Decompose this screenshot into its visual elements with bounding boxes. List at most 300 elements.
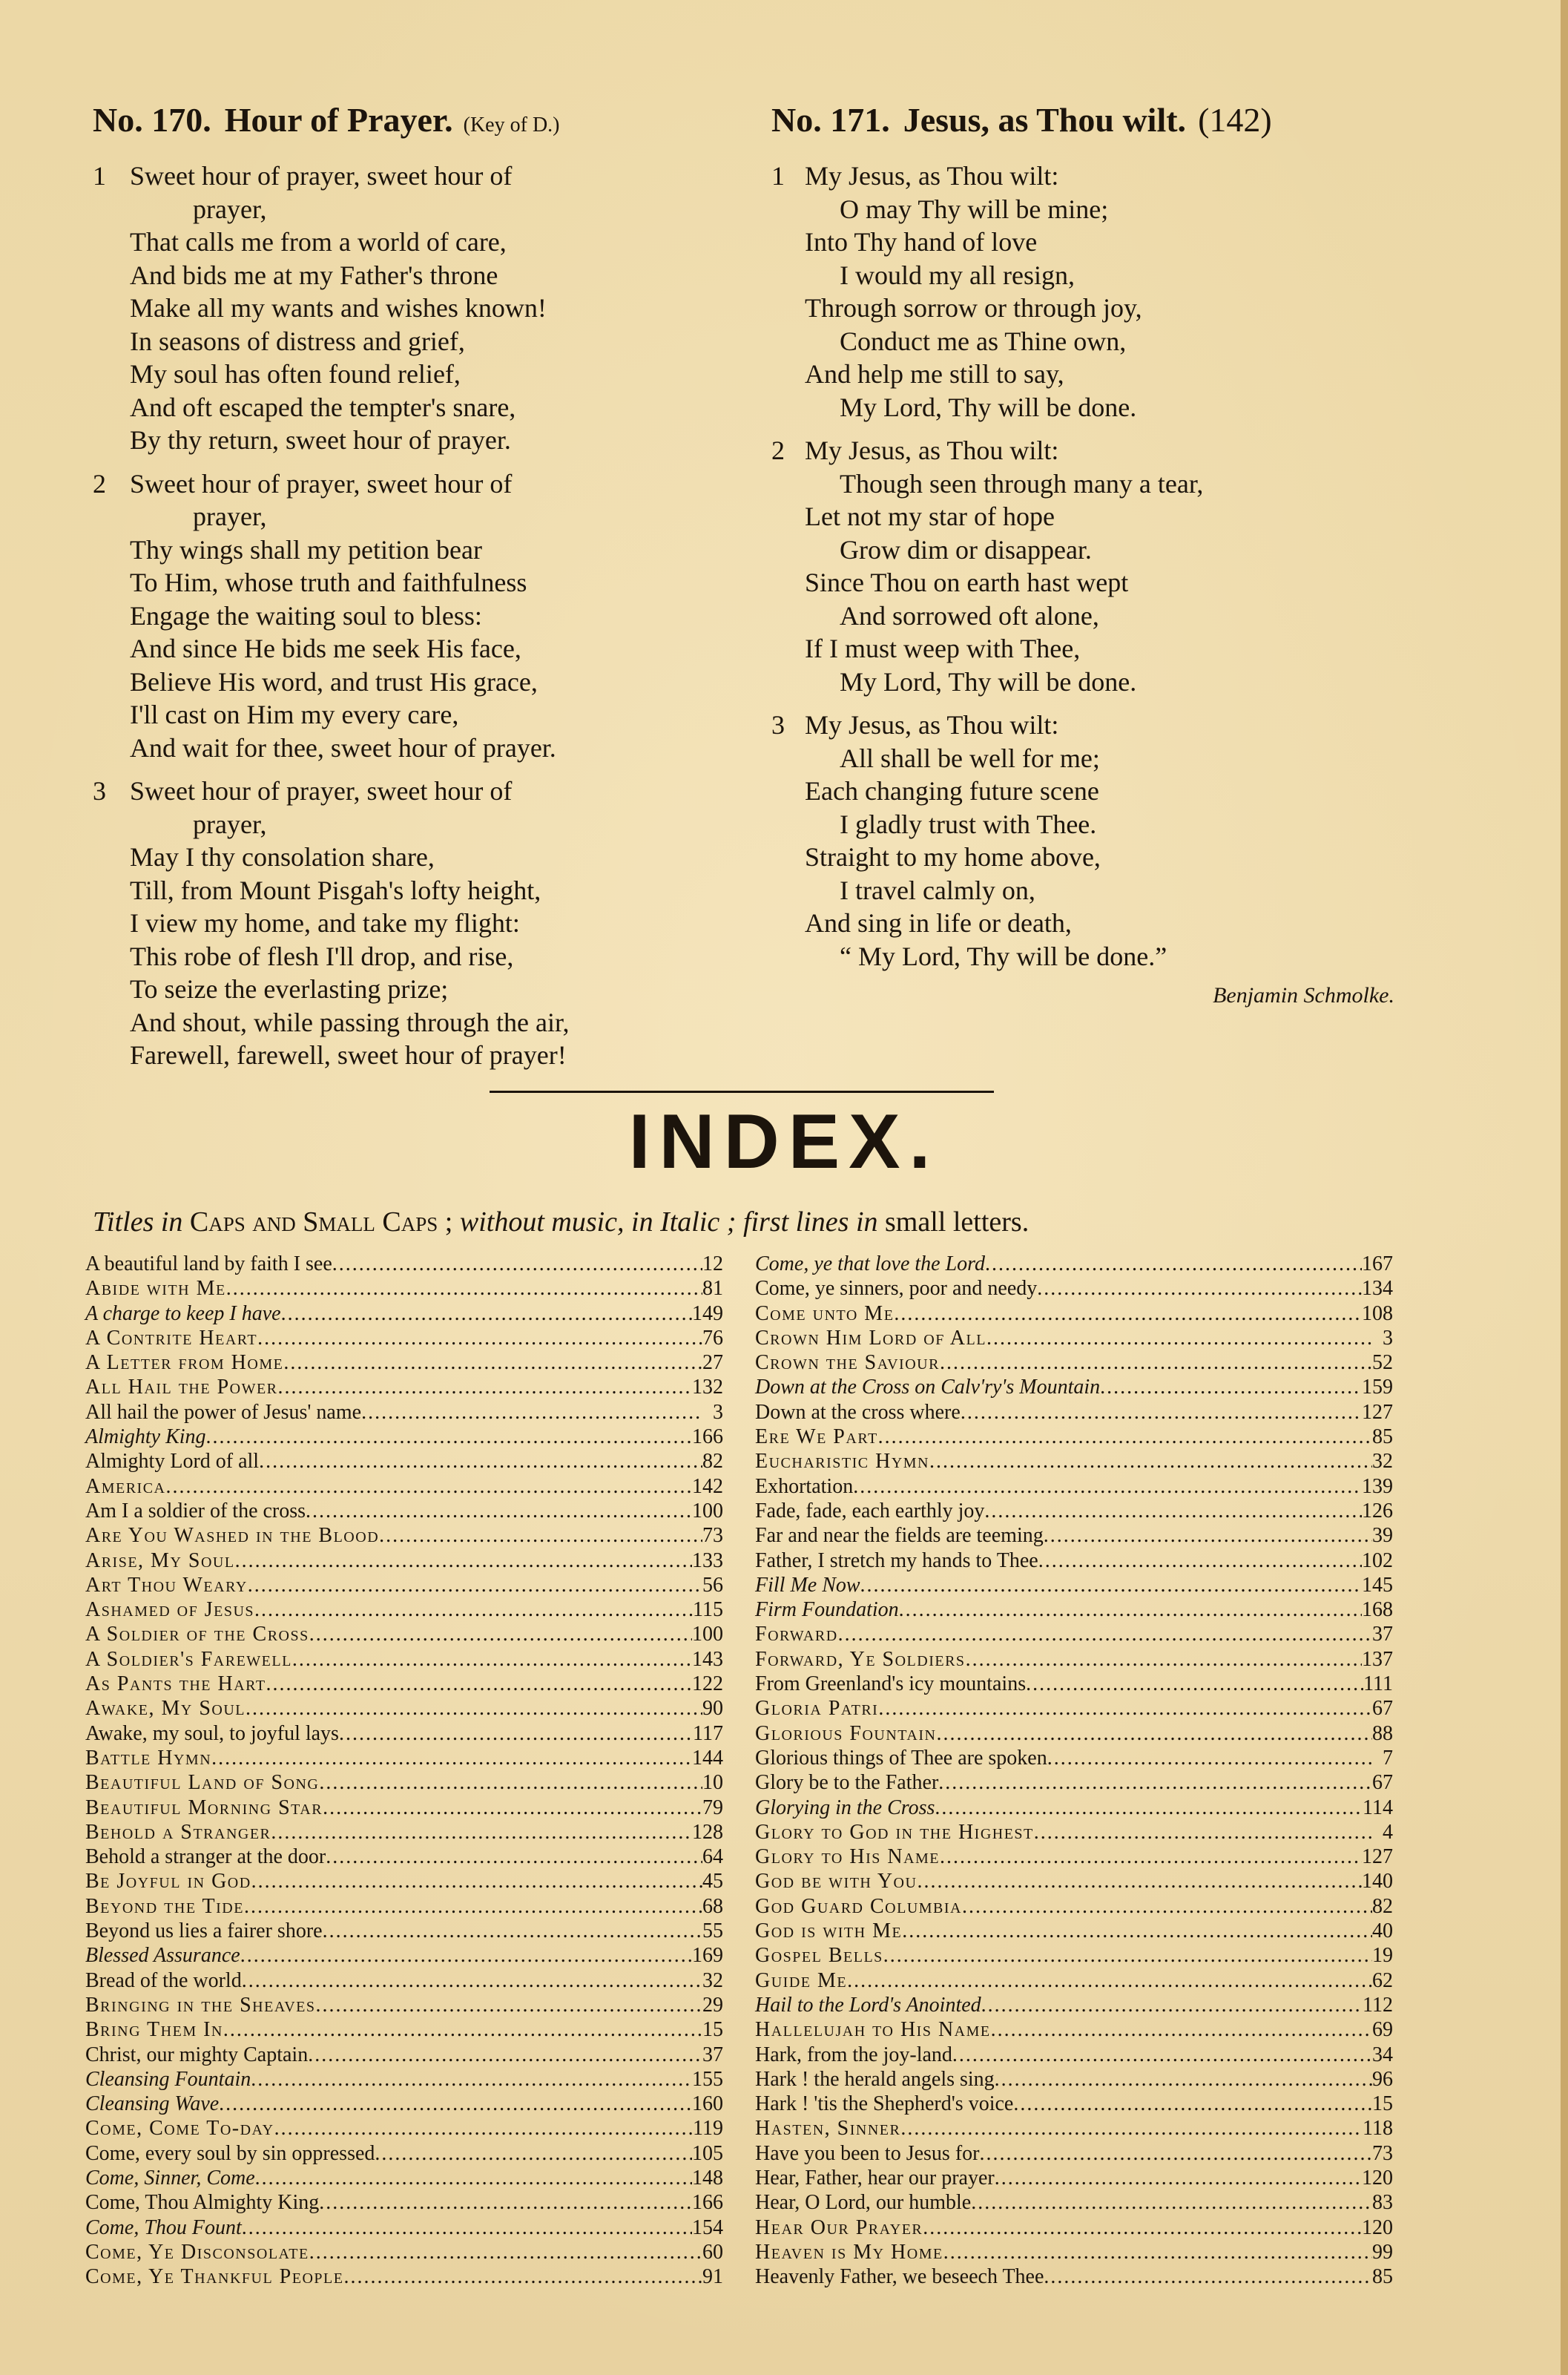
dot-leader bbox=[1037, 1276, 1362, 1301]
index-entry-title: Abide with Me bbox=[85, 1277, 226, 1301]
index-entry bbox=[755, 2240, 1393, 2264]
verse-number: 1 bbox=[93, 161, 106, 191]
index-entry-title: Forward bbox=[755, 1623, 838, 1646]
dot-leader bbox=[223, 2017, 702, 2042]
verse-text: I gladly trust with Thee. bbox=[840, 809, 1097, 839]
dot-leader bbox=[251, 2067, 692, 2092]
verse-text: And help me still to say, bbox=[805, 359, 1064, 389]
verse-line bbox=[771, 808, 1409, 841]
index-entry bbox=[85, 1499, 723, 1523]
verse-line bbox=[93, 874, 745, 907]
verse-text: Straight to my home above, bbox=[805, 842, 1101, 872]
index-entry-title: Far and near the fields are teeming bbox=[755, 1524, 1044, 1548]
verse-line bbox=[93, 907, 745, 940]
verse-text: My soul has often found relief, bbox=[130, 359, 461, 389]
verse-text: I view my home, and take my flight: bbox=[130, 908, 520, 938]
index-entry-page: 91 bbox=[702, 2265, 723, 2289]
verse-text: In seasons of distress and grief, bbox=[130, 326, 465, 356]
verse-line bbox=[93, 533, 745, 567]
index-entry-page: 126 bbox=[1362, 1499, 1393, 1522]
dot-leader bbox=[929, 1449, 1372, 1474]
verse-line bbox=[93, 775, 745, 808]
index-entry-page: 166 bbox=[692, 1425, 723, 1449]
dot-leader bbox=[860, 1573, 1362, 1597]
verse bbox=[771, 434, 1409, 698]
index-entry-title: Come, Come To-day bbox=[85, 2117, 274, 2141]
index-entry-page: 68 bbox=[702, 1894, 723, 1918]
legend-part: ; bbox=[444, 1206, 453, 1238]
index-entry-title: A beautiful land by faith I see bbox=[85, 1252, 332, 1275]
index-entry bbox=[85, 2240, 723, 2264]
index-entry-page: 15 bbox=[1372, 2092, 1393, 2116]
dot-leader bbox=[266, 1672, 692, 1696]
verse-text: By thy return, sweet hour of prayer. bbox=[130, 425, 511, 455]
index-entry-page: 114 bbox=[1363, 1796, 1393, 1819]
verse-text: And shout, while passing through the air, bbox=[130, 1007, 570, 1037]
dot-leader bbox=[306, 1499, 692, 1523]
dot-leader bbox=[244, 1894, 702, 1919]
index-entry-title: Gospel Bells bbox=[755, 1944, 883, 1968]
dot-leader bbox=[259, 1449, 702, 1474]
verse-text: “ My Lord, Thy will be done.” bbox=[840, 941, 1167, 971]
index-entry bbox=[755, 2215, 1393, 2240]
dot-leader bbox=[971, 2190, 1372, 2215]
index-entry bbox=[755, 1869, 1393, 1893]
verse-text: And oft escaped the tempter's snare, bbox=[130, 392, 516, 422]
index-entry-title: A charge to keep I have bbox=[85, 1301, 281, 1325]
index-entry-page: 90 bbox=[702, 1697, 723, 1721]
dot-leader bbox=[952, 2043, 1372, 2067]
verse-line bbox=[771, 533, 1409, 567]
verse-line bbox=[93, 841, 745, 874]
index-entry-page: 117 bbox=[693, 1721, 723, 1745]
index-entry-page: 69 bbox=[1372, 2018, 1393, 2042]
verse-number: 3 bbox=[93, 776, 106, 806]
verse-line bbox=[93, 1006, 745, 1039]
index-entry-title: Awake, my soul, to joyful lays bbox=[85, 1721, 339, 1745]
verse-text: If I must weep with Thee, bbox=[805, 634, 1081, 663]
index-entry bbox=[755, 1721, 1393, 1746]
index-entry-page: 127 bbox=[1362, 1400, 1393, 1424]
index-entry bbox=[755, 1573, 1393, 1597]
dot-leader bbox=[219, 2092, 692, 2116]
dot-leader bbox=[166, 1474, 692, 1499]
index-entry-page: 155 bbox=[692, 2067, 723, 2091]
index-entry-page: 144 bbox=[692, 1746, 723, 1770]
dot-leader bbox=[281, 1301, 692, 1326]
index-entry bbox=[85, 1746, 723, 1770]
verse-line bbox=[93, 259, 745, 292]
verse-text: prayer, bbox=[193, 502, 267, 531]
index-entry-title: God Guard Columbia bbox=[755, 1894, 963, 1918]
index-entry bbox=[85, 1894, 723, 1919]
index-entry-title: Come, every soul by sin oppressed bbox=[85, 2141, 375, 2165]
verse-text: And sorrowed oft alone, bbox=[840, 600, 1099, 631]
verse-text: To Him, whose truth and faithfulness bbox=[130, 568, 527, 597]
index-entry bbox=[755, 1820, 1393, 1845]
verse-text: Each changing future scene bbox=[805, 776, 1099, 806]
index-entry-title: Hark ! the herald angels sing bbox=[755, 2067, 995, 2091]
index-entry-page: 108 bbox=[1362, 1301, 1393, 1325]
hymn-title: Jesus, as Thou wilt. bbox=[903, 101, 1187, 139]
index-entry-page: 140 bbox=[1362, 1870, 1393, 1893]
index-entry bbox=[85, 2017, 723, 2042]
verse-number: 3 bbox=[771, 710, 785, 740]
hymn-170 bbox=[93, 100, 745, 1083]
index-entry-title: Beautiful Morning Star bbox=[85, 1796, 323, 1819]
index-entry-title: Guide Me bbox=[755, 1968, 848, 1992]
index-entry bbox=[755, 1943, 1393, 1968]
index-entry-page: 19 bbox=[1372, 1944, 1393, 1968]
legend-part: Titles in bbox=[93, 1206, 183, 1238]
index-entry-title: Bring Them In bbox=[85, 2018, 223, 2042]
index-entry-page: 82 bbox=[1372, 1894, 1393, 1918]
index-entry bbox=[755, 1993, 1393, 2017]
dot-leader bbox=[883, 1943, 1372, 1968]
index-entry-page: 96 bbox=[1372, 2067, 1393, 2091]
verse-text: Farewell, farewell, sweet hour of prayer! bbox=[130, 1040, 567, 1070]
index-entry-page: 88 bbox=[1372, 1721, 1393, 1745]
verse-line bbox=[93, 391, 745, 424]
index-entry-title: Arise, My Soul bbox=[85, 1548, 235, 1572]
dot-leader bbox=[1038, 1548, 1362, 1573]
verse-text: Sweet hour of prayer, sweet hour of bbox=[130, 161, 513, 191]
verse-line bbox=[771, 600, 1409, 633]
index-entry-title: Hail to the Lord's Anointed bbox=[755, 1993, 981, 2017]
index-entry-title: Gloria Patri bbox=[755, 1697, 879, 1721]
index-entry-page: 7 bbox=[1383, 1746, 1393, 1770]
dot-leader bbox=[902, 1919, 1372, 1943]
index-entry-page: 55 bbox=[702, 1919, 723, 1943]
index-entry bbox=[85, 2264, 723, 2289]
index-entry bbox=[85, 1425, 723, 1449]
verse-line bbox=[771, 193, 1409, 226]
index-entry-page: 132 bbox=[692, 1376, 723, 1399]
verse bbox=[93, 160, 745, 457]
index-entry bbox=[755, 2092, 1393, 2116]
index-entry bbox=[755, 1746, 1393, 1770]
index-entry-page: 142 bbox=[692, 1474, 723, 1498]
verse-line bbox=[771, 434, 1409, 467]
index-entry-title: Hear Our Prayer bbox=[755, 2215, 923, 2239]
verse-line bbox=[93, 500, 745, 533]
verse-text: And wait for thee, sweet hour of prayer. bbox=[130, 732, 556, 763]
verse-line bbox=[771, 907, 1409, 940]
index-entry-page: 83 bbox=[1372, 2191, 1393, 2215]
index-entry-title: Come, ye sinners, poor and needy bbox=[755, 1277, 1038, 1301]
verse-text: My Jesus, as Thou wilt: bbox=[805, 710, 1059, 740]
verse-line bbox=[93, 940, 745, 973]
dot-leader bbox=[235, 1548, 692, 1573]
verse-line bbox=[93, 600, 745, 633]
verse-line bbox=[771, 259, 1409, 292]
verse-line bbox=[771, 566, 1409, 600]
dot-leader bbox=[847, 1968, 1372, 1993]
index-entry-title: Christ, our mighty Captain bbox=[85, 2043, 309, 2066]
hymn-170-header bbox=[93, 100, 745, 160]
index-entry-title: Glory to His Name bbox=[755, 1845, 941, 1869]
index-entry-page: 100 bbox=[692, 1499, 723, 1522]
dot-leader bbox=[242, 2215, 692, 2240]
index-entry-title: Glory to God in the Highest bbox=[755, 1820, 1034, 1844]
index-entry bbox=[85, 2215, 723, 2240]
index-entry-page: 37 bbox=[1372, 1623, 1393, 1646]
index-entry-page: 145 bbox=[1362, 1573, 1393, 1597]
verse-line bbox=[93, 632, 745, 666]
index-entry bbox=[85, 2043, 723, 2067]
index-entry-page: 82 bbox=[702, 1450, 723, 1474]
index-entry-title: Cleansing Fountain bbox=[85, 2067, 251, 2091]
index-entry-page: 85 bbox=[1372, 1425, 1393, 1449]
page-edge bbox=[1561, 0, 1568, 2375]
verse-line bbox=[771, 500, 1409, 533]
index-entry bbox=[755, 1597, 1393, 1622]
dot-leader bbox=[917, 1869, 1362, 1893]
verse-text: And since He bids me seek His face, bbox=[130, 634, 521, 663]
index-entry-page: 120 bbox=[1362, 2215, 1393, 2239]
index-entry bbox=[85, 1672, 723, 1696]
dot-leader bbox=[308, 2043, 702, 2067]
index-entry bbox=[85, 1573, 723, 1597]
index-entry bbox=[755, 1622, 1393, 1646]
dot-leader bbox=[271, 1820, 692, 1845]
index-entry bbox=[85, 1597, 723, 1622]
index-entry bbox=[755, 1326, 1393, 1350]
verse-line bbox=[771, 467, 1409, 501]
index-entry bbox=[755, 1474, 1393, 1499]
verse-line bbox=[93, 424, 745, 457]
index-entry bbox=[755, 2067, 1393, 2092]
dot-leader bbox=[986, 1326, 1372, 1350]
index-entry-title: God be with You bbox=[755, 1870, 918, 1893]
index-entry bbox=[85, 1622, 723, 1646]
index-entry-page: 160 bbox=[692, 2092, 723, 2116]
index-entry-page: 15 bbox=[702, 2018, 723, 2042]
index-entry bbox=[85, 1820, 723, 1845]
verse-text: Through sorrow or through joy, bbox=[805, 293, 1142, 323]
index-entry-page: 149 bbox=[692, 1301, 723, 1325]
index-entry bbox=[755, 2116, 1393, 2141]
index-entry-page: 34 bbox=[1372, 2043, 1393, 2066]
dot-leader bbox=[343, 2264, 702, 2289]
index-entry-title: Glorying in the Cross bbox=[755, 1796, 935, 1819]
dot-leader bbox=[995, 2067, 1372, 2092]
dot-leader bbox=[361, 1400, 702, 1425]
verse-text: Sweet hour of prayer, sweet hour of bbox=[130, 468, 513, 499]
dot-leader bbox=[962, 1894, 1372, 1919]
index-entry-title: Ashamed of Jesus bbox=[85, 1598, 255, 1622]
index-entry bbox=[85, 1647, 723, 1672]
index-entry bbox=[85, 1276, 723, 1301]
hymn-number: No. 171. bbox=[771, 101, 890, 139]
dot-leader bbox=[319, 2190, 692, 2215]
index-entry-title: Hark, from the joy-land bbox=[755, 2043, 952, 2066]
index-entry-title: As Pants the Hart bbox=[85, 1672, 266, 1696]
index-entry bbox=[85, 1796, 723, 1820]
index-entry-title: Glory be to the Father bbox=[755, 1771, 939, 1795]
verse-text: My Lord, Thy will be done. bbox=[840, 666, 1137, 697]
index-entry bbox=[85, 1400, 723, 1425]
dot-leader bbox=[323, 1796, 702, 1820]
index-entry bbox=[85, 1252, 723, 1276]
verse-line bbox=[93, 666, 745, 699]
index-entry-title: Father, I stretch my hands to Thee bbox=[755, 1548, 1038, 1572]
verse-line bbox=[771, 841, 1409, 874]
hymn-key: (Key of D.) bbox=[463, 114, 560, 137]
legend-part: without music, in Italic ; first lines in bbox=[459, 1206, 878, 1238]
index-entry bbox=[85, 1548, 723, 1573]
verse-text: Since Thou on earth hast wept bbox=[805, 568, 1129, 597]
verse-line bbox=[771, 292, 1409, 325]
index-entry-page: 60 bbox=[702, 2240, 723, 2264]
dot-leader bbox=[206, 1425, 692, 1449]
index-entry bbox=[755, 1796, 1393, 1820]
index-entry-page: 39 bbox=[1372, 1524, 1393, 1548]
dot-leader bbox=[278, 1375, 692, 1399]
verse-line bbox=[771, 226, 1409, 259]
verse-text: I would my all resign, bbox=[840, 260, 1075, 290]
verse-line bbox=[93, 732, 745, 765]
index-entry-page: 169 bbox=[692, 1944, 723, 1968]
dot-leader bbox=[935, 1796, 1363, 1820]
index-entry bbox=[755, 2190, 1393, 2215]
index-entry bbox=[755, 1770, 1393, 1795]
verse-text: Though seen through many a tear, bbox=[840, 468, 1204, 499]
index-column-left bbox=[85, 1252, 723, 2289]
index-entry bbox=[85, 1993, 723, 2017]
index-entry bbox=[85, 1919, 723, 1943]
dot-leader bbox=[966, 1647, 1362, 1672]
legend-part: Caps and Small Caps bbox=[189, 1206, 438, 1238]
verse-line bbox=[93, 467, 745, 501]
index-entry-page: 45 bbox=[702, 1870, 723, 1893]
index-entry bbox=[755, 1523, 1393, 1548]
index-entry bbox=[85, 1770, 723, 1795]
dot-leader bbox=[1100, 1375, 1362, 1399]
verse-line bbox=[93, 698, 745, 732]
legend-part: small letters. bbox=[885, 1206, 1030, 1238]
verse-line bbox=[771, 666, 1409, 699]
verse-text: Engage the waiting soul to bless: bbox=[130, 600, 482, 631]
index-entry-page: 122 bbox=[692, 1672, 723, 1696]
dot-leader bbox=[283, 1350, 702, 1375]
index-entry-title: Beautiful Land of Song bbox=[85, 1771, 320, 1795]
verse-line bbox=[771, 358, 1409, 391]
verse-text: That calls me from a world of care, bbox=[130, 227, 507, 257]
section-divider bbox=[490, 1091, 994, 1093]
verse-text: And sing in life or death, bbox=[805, 908, 1072, 938]
index-entry bbox=[85, 1696, 723, 1721]
index-entry bbox=[755, 2017, 1393, 2042]
index-entry-page: 139 bbox=[1362, 1474, 1393, 1498]
dot-leader bbox=[961, 1400, 1362, 1425]
index-entry bbox=[85, 1845, 723, 1869]
index-entry-page: 128 bbox=[692, 1820, 723, 1844]
index-entry-title: Be Joyful in God bbox=[85, 1870, 251, 1893]
index-entry-title: Awake, My Soul bbox=[85, 1697, 246, 1721]
dot-leader bbox=[211, 1746, 692, 1770]
verse-text: To seize the everlasting prize; bbox=[130, 974, 449, 1004]
dot-leader bbox=[853, 1474, 1362, 1499]
index-entry-page: 10 bbox=[702, 1771, 723, 1795]
index-entry-page: 3 bbox=[1383, 1326, 1393, 1350]
index-entry-title: A Soldier of the Cross bbox=[85, 1623, 309, 1646]
index-entry bbox=[85, 2116, 723, 2141]
index-entry bbox=[755, 1894, 1393, 1919]
dot-leader bbox=[984, 1499, 1362, 1523]
dot-leader bbox=[1044, 1523, 1372, 1548]
index-entry-title: A Contrite Heart bbox=[85, 1326, 258, 1350]
index-entry bbox=[755, 2043, 1393, 2067]
index-entry-page: 133 bbox=[692, 1548, 723, 1572]
index-entry-page: 148 bbox=[692, 2166, 723, 2190]
index-entry bbox=[755, 1375, 1393, 1399]
dot-leader bbox=[375, 2141, 692, 2166]
index-entry bbox=[755, 1301, 1393, 1326]
index-entry-title: God is with Me bbox=[755, 1919, 903, 1943]
index-entry bbox=[755, 1400, 1393, 1425]
index-entry-title: Hear, Father, hear our prayer bbox=[755, 2166, 995, 2190]
index-entry-title: Forward, Ye Soldiers bbox=[755, 1647, 966, 1671]
index-entry-page: 76 bbox=[702, 1326, 723, 1350]
verse bbox=[93, 467, 745, 765]
hymn-title: Hour of Prayer. bbox=[224, 101, 453, 139]
verse-text: All shall be well for me; bbox=[840, 743, 1100, 773]
dot-leader bbox=[240, 1943, 692, 1968]
index-entry-title: Heavenly Father, we beseech Thee bbox=[755, 2265, 1044, 2289]
hymn-author: Benjamin Schmolke. bbox=[1213, 983, 1394, 1008]
verse-line bbox=[93, 160, 745, 193]
index-entry-page: 52 bbox=[1372, 1351, 1393, 1375]
index-entry-page: 154 bbox=[692, 2215, 723, 2239]
index-entry bbox=[85, 1474, 723, 1499]
dot-leader bbox=[379, 1523, 702, 1548]
index-entry bbox=[85, 2166, 723, 2190]
verse-text: Sweet hour of prayer, sweet hour of bbox=[130, 776, 513, 806]
index-column-right bbox=[755, 1252, 1393, 2289]
verse-text: I travel calmly on, bbox=[840, 875, 1035, 905]
index-entry-title: Are You Washed in the Blood bbox=[85, 1524, 380, 1548]
index-entry bbox=[85, 2067, 723, 2092]
index-entry-title: Down at the Cross on Calv'ry's Mountain bbox=[755, 1376, 1101, 1399]
index-entry-page: 73 bbox=[702, 1524, 723, 1548]
hymn-page-ref: (142) bbox=[1198, 101, 1272, 139]
index-entry bbox=[755, 1919, 1393, 1943]
dot-leader bbox=[309, 2240, 702, 2264]
verse-number: 1 bbox=[771, 161, 785, 191]
verse-line bbox=[93, 193, 745, 226]
index-entry bbox=[85, 1301, 723, 1326]
hymn-170-verses bbox=[93, 160, 745, 1072]
dot-leader bbox=[254, 1597, 693, 1622]
hymn-171-verses bbox=[771, 160, 1409, 973]
dot-leader bbox=[1013, 2092, 1372, 2116]
index-entry bbox=[755, 2141, 1393, 2166]
verse-line bbox=[771, 775, 1409, 808]
index-entry-page: 112 bbox=[1363, 1993, 1393, 2017]
index-entry-title: Come, Thou Almighty King bbox=[85, 2191, 320, 2215]
verse-text: Till, from Mount Pisgah's lofty height, bbox=[130, 875, 541, 905]
index-entry-title: Come unto Me bbox=[755, 1301, 895, 1325]
verse bbox=[771, 709, 1409, 973]
index-entry-page: 99 bbox=[1372, 2240, 1393, 2264]
index-entry bbox=[85, 1721, 723, 1746]
index-entry-page: 134 bbox=[1362, 1277, 1393, 1301]
dot-leader bbox=[309, 1622, 692, 1646]
dot-leader bbox=[332, 1252, 702, 1276]
index-entry-title: Come, ye that love the Lord bbox=[755, 1252, 986, 1275]
verse-line bbox=[93, 973, 745, 1006]
